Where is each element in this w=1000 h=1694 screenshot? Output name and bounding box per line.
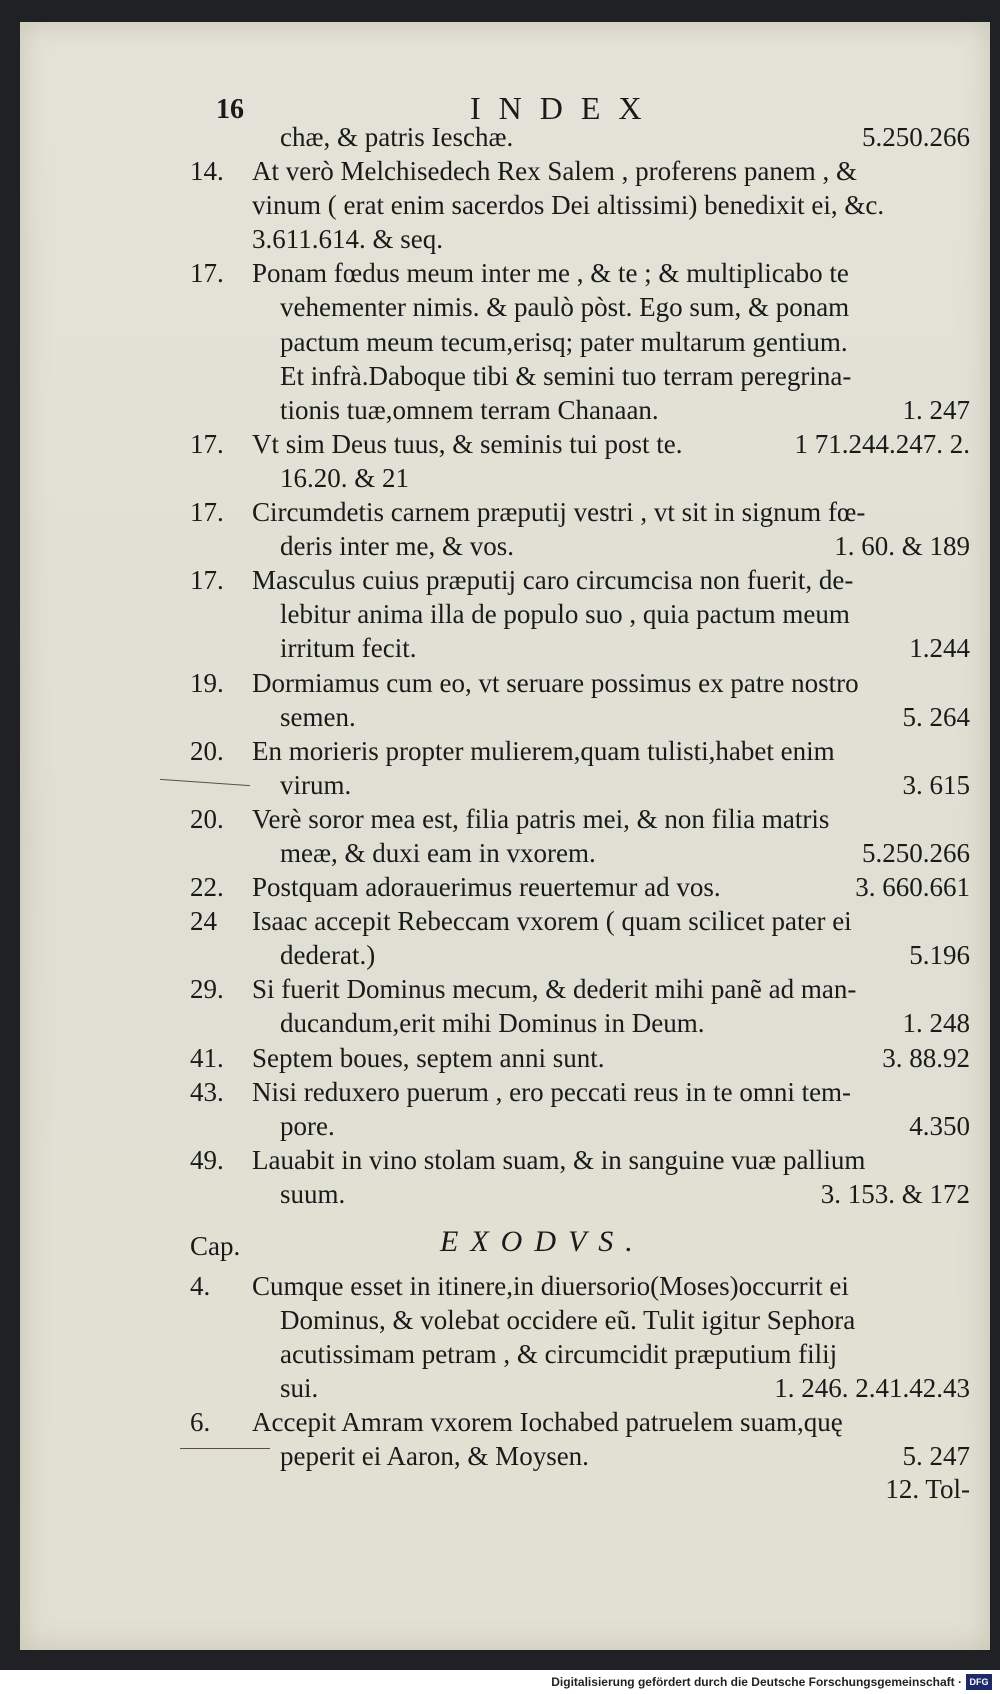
entry-text: vinum ( erat enim sacerdos Dei altissimi) benedixit ei, &c. bbox=[252, 190, 885, 221]
page-reference: 3. 88.92 bbox=[882, 1042, 970, 1073]
chapter-number: 6. bbox=[190, 1407, 211, 1438]
ink-underline bbox=[180, 1448, 270, 1449]
entry-text: pore. bbox=[280, 1110, 335, 1141]
index-line bbox=[190, 1405, 980, 1439]
entry-text: Isaac accepit Rebeccam vxorem ( quam scilicet pater ei bbox=[252, 906, 852, 937]
chapter-number: 17. bbox=[190, 497, 224, 528]
catchword-line bbox=[190, 1474, 980, 1508]
index-line bbox=[190, 120, 980, 154]
index-line bbox=[190, 597, 980, 631]
entry-text: sui. bbox=[280, 1373, 319, 1404]
entry-text: 3.611.614. & seq. bbox=[252, 224, 443, 255]
footer-bar bbox=[0, 1670, 1000, 1694]
index-line bbox=[190, 256, 980, 290]
index-line bbox=[190, 1041, 980, 1075]
index-line bbox=[190, 290, 980, 324]
entry-text: Masculus cuius præputij caro circumcisa non fuerit, de- bbox=[252, 565, 854, 596]
page-reference: 3. 660.661 bbox=[855, 872, 970, 903]
entry-text: peperit ei Aaron, & Moysen. bbox=[280, 1441, 589, 1472]
index-line bbox=[190, 1269, 980, 1303]
index-line bbox=[190, 1109, 980, 1143]
page-reference: 1. 60. & 189 bbox=[834, 531, 970, 562]
entry-text: meæ, & duxi eam in vxorem. bbox=[280, 837, 596, 868]
index-line bbox=[190, 1337, 980, 1371]
page-reference: 5.250.266 bbox=[862, 837, 970, 868]
index-line bbox=[190, 904, 980, 938]
index-line bbox=[190, 1177, 980, 1211]
entry-text: At verò Melchisedech Rex Salem , proferens panem , & bbox=[252, 156, 858, 187]
entry-text: Lauabit in vino stolam suam, & in sanguine vuæ pallium bbox=[252, 1144, 866, 1175]
section-heading bbox=[190, 1217, 980, 1269]
index-line bbox=[190, 870, 980, 904]
index-line bbox=[190, 631, 980, 665]
entry-text: Vt sim Deus tuus, & seminis tui post te. bbox=[252, 428, 683, 459]
entry-text: virum. bbox=[280, 769, 352, 800]
index-line bbox=[190, 1006, 980, 1040]
dfg-logo: DFG bbox=[966, 1674, 992, 1690]
entry-text: En morieris propter mulierem,quam tulisti,habet enim bbox=[252, 735, 835, 766]
chapter-number: 29. bbox=[190, 974, 224, 1005]
index-line bbox=[190, 154, 980, 188]
entry-text: Postquam adorauerimus reuertemur ad vos. bbox=[252, 872, 721, 903]
index-line bbox=[190, 1371, 980, 1405]
entry-text: acutissimam petram , & circumcidit præputium filij bbox=[280, 1339, 838, 1370]
chapter-number: 43. bbox=[190, 1076, 224, 1107]
book-page bbox=[20, 22, 990, 1650]
running-title: INDEX bbox=[470, 90, 660, 126]
entry-text: semen. bbox=[280, 701, 356, 732]
entry-text: Cumque esset in itinere,in diuersorio(Moses)occurrit ei bbox=[252, 1271, 849, 1301]
index-line bbox=[190, 359, 980, 393]
entry-text: Si fuerit Dominus mecum, & dederit mihi panẽ ad man- bbox=[252, 974, 857, 1005]
index-line bbox=[190, 325, 980, 359]
entry-text: Dominus, & volebat occidere eũ. Tulit igitur Sephora bbox=[280, 1305, 856, 1336]
chapter-number: 41. bbox=[190, 1042, 224, 1073]
index-line bbox=[190, 938, 980, 972]
index-line bbox=[190, 222, 980, 256]
index-line bbox=[190, 188, 980, 222]
index-line bbox=[190, 734, 980, 768]
index-line bbox=[190, 666, 980, 700]
page-reference: 1. 247 bbox=[902, 394, 970, 425]
chapter-number: 22. bbox=[190, 872, 224, 903]
entry-text: Dormiamus cum eo, vt seruare possimus ex patre nostro bbox=[252, 667, 859, 698]
index-text bbox=[190, 70, 980, 1508]
entry-text: Verè soror mea est, filia patris mei, & non filia matris bbox=[252, 803, 830, 834]
chapter-number: 17. bbox=[190, 565, 224, 596]
index-line bbox=[190, 972, 980, 1006]
chapter-number: 4. bbox=[190, 1271, 211, 1301]
entry-text: vehementer nimis. & paulò pòst. Ego sum, & ponam bbox=[280, 292, 850, 323]
index-entries-exodus bbox=[190, 1269, 980, 1474]
chapter-number: 14. bbox=[190, 156, 224, 187]
entry-text: lebitur anima illa de populo suo , quia pactum meum bbox=[280, 599, 850, 630]
index-line bbox=[190, 427, 980, 461]
page-reference: 1 71.244.247. 2. bbox=[794, 428, 970, 459]
index-line bbox=[190, 461, 980, 495]
page-reference: 3. 615 bbox=[902, 769, 970, 800]
index-line bbox=[190, 1439, 980, 1473]
entry-text: ducandum,erit mihi Dominus in Deum. bbox=[280, 1008, 705, 1039]
index-line bbox=[190, 1303, 980, 1337]
page-reference: 5. 247 bbox=[902, 1441, 970, 1472]
chapter-number: 49. bbox=[190, 1144, 224, 1175]
index-line bbox=[190, 836, 980, 870]
entry-text: tionis tuæ,omnem terram Chanaan. bbox=[280, 394, 659, 425]
entry-text: Et infrà.Daboque tibi & semini tuo terram peregrina- bbox=[280, 360, 852, 391]
index-line bbox=[190, 700, 980, 734]
entry-text: pactum meum tecum,erisq; pater multarum gentium. bbox=[280, 326, 848, 357]
page-header bbox=[190, 70, 980, 126]
index-line bbox=[190, 563, 980, 597]
page-reference: 5.196 bbox=[909, 940, 970, 971]
entry-text: 16.20. & 21 bbox=[280, 462, 410, 493]
entry-text: dederat.) bbox=[280, 940, 376, 971]
page-reference: 5.250.266 bbox=[862, 122, 970, 152]
entry-text: Ponam fœdus meum inter me , & te ; & multiplicabo te bbox=[252, 258, 849, 289]
page-reference: 4.350 bbox=[909, 1110, 970, 1141]
chapter-number: 17. bbox=[190, 428, 224, 459]
index-line bbox=[190, 802, 980, 836]
entry-text: irritum fecit. bbox=[280, 633, 417, 664]
funding-note: Digitalisierung gefördert durch die Deutsche Forschungsgemeinschaft · bbox=[551, 1675, 962, 1689]
index-line bbox=[190, 768, 980, 802]
page-number: 16 bbox=[216, 94, 244, 125]
entry-text: Nisi reduxero puerum , ero peccati reus in te omni tem- bbox=[252, 1076, 852, 1107]
chapter-number: 17. bbox=[190, 258, 224, 289]
entry-text: Circumdetis carnem præputij vestri , vt sit in signum fœ- bbox=[252, 497, 866, 528]
index-line bbox=[190, 529, 980, 563]
catchword: 12. Tol- bbox=[885, 1473, 970, 1504]
chapter-number: 20. bbox=[190, 735, 224, 766]
entry-text: chæ, & patris Ieschæ. bbox=[280, 122, 514, 152]
page-reference: 1.244 bbox=[909, 633, 970, 664]
page-reference: 1. 246. 2.41.42.43 bbox=[774, 1373, 970, 1404]
entry-text: Accepit Amram vxorem Iochabed patruelem suam,quę bbox=[252, 1407, 843, 1438]
page-reference: 3. 153. & 172 bbox=[820, 1178, 970, 1209]
chapter-number: 19. bbox=[190, 667, 224, 698]
entry-text: deris inter me, & vos. bbox=[280, 531, 514, 562]
section-title: EXODVS. bbox=[440, 1225, 645, 1258]
index-line bbox=[190, 495, 980, 529]
entry-text: suum. bbox=[280, 1178, 346, 1209]
index-line bbox=[190, 393, 980, 427]
page-reference: 1. 248 bbox=[902, 1008, 970, 1039]
chapter-number: 20. bbox=[190, 803, 224, 834]
entry-text: Septem boues, septem anni sunt. bbox=[252, 1042, 605, 1073]
index-line bbox=[190, 1143, 980, 1177]
chapter-number: 24 bbox=[190, 906, 217, 937]
page-reference: 5. 264 bbox=[902, 701, 970, 732]
index-entries-genesis bbox=[190, 120, 980, 1211]
cap-label: Cap. bbox=[190, 1231, 241, 1261]
index-line bbox=[190, 1075, 980, 1109]
